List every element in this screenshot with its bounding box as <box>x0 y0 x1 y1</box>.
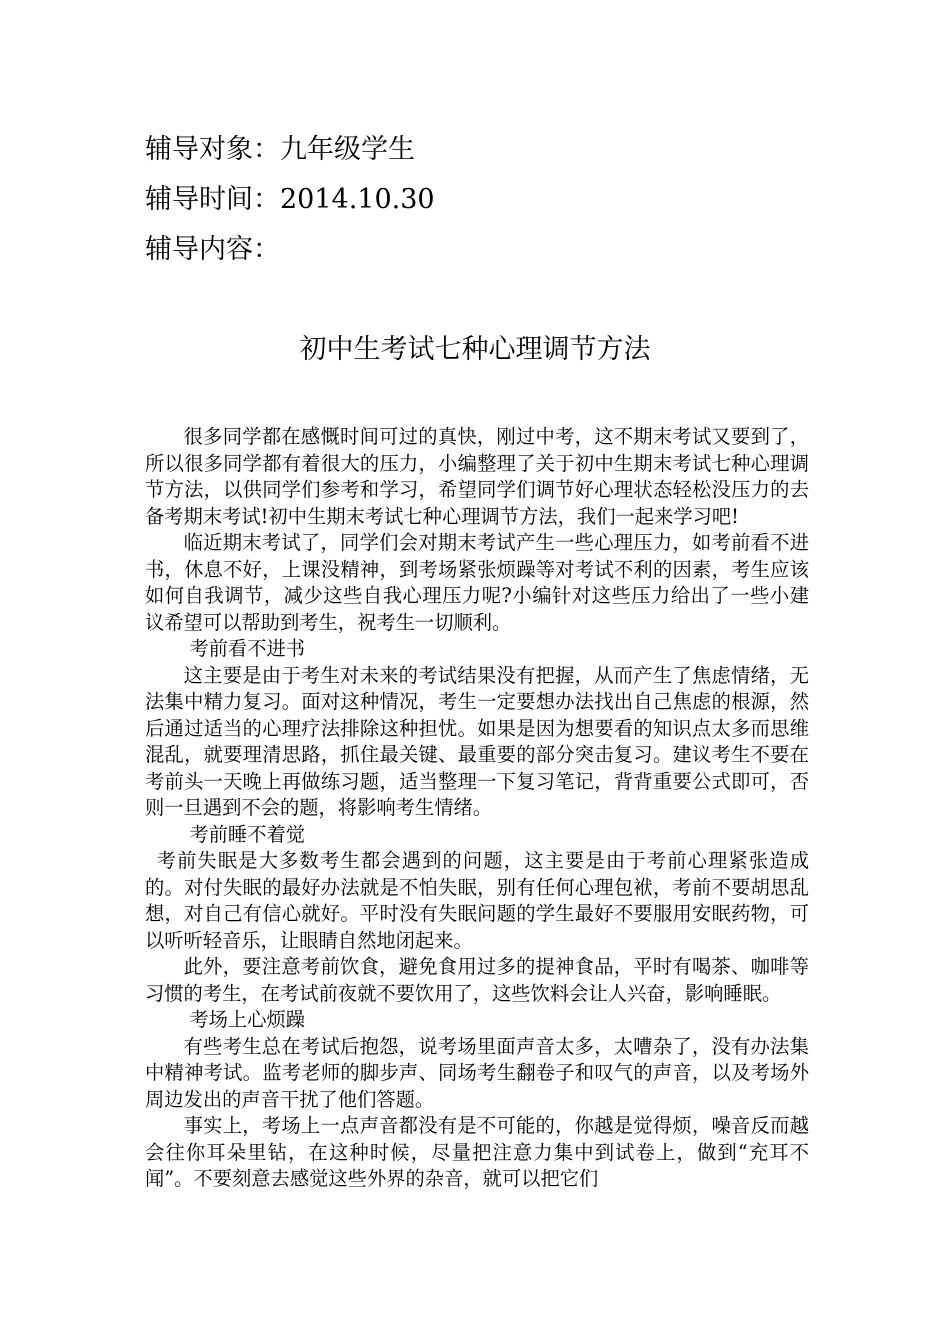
section-heading-insomnia: 考前睡不着觉 <box>189 822 306 846</box>
paragraph-noise-advice: 事实上，考场上一点声音都没有是不可能的，你越是觉得烦，噪音反而越会往你耳朵里钻，在这种时候，尽量把注意力集中到试卷上，做到“充耳不闻”。不要刻意去感觉这些外界的杂音，就可以把它们 <box>145 1114 809 1190</box>
tutoring-content-label: 辅导内容： <box>145 234 280 265</box>
paragraph-noise-complaint: 有些考生总在考试后抱怨，说考场里面声音太多，太嘈杂了，没有办法集中精神考试。监考老师的脚步声、同场考生翻卷子和叹气的声音，以及考场外周边发出的声音干扰了他们答题。 <box>145 1034 809 1111</box>
paragraph-intro: 很多同学都在感慨时间可过的真快，刚过中考，这不期末考试又要到了，所以很多同学都有着很大的压力，小编整理了关于初中生期末考试七种心理调节方法，以供同学们参考和学习，希望同学们调节好心理状态轻松没压力的去备考期末考试!初中生期末考试七种心理调节方法，我们一起来学习吧! <box>145 425 809 528</box>
section-heading-irritable: 考场上心烦躁 <box>189 1008 306 1031</box>
paragraph-insomnia: 考前失眠是大多数考生都会遇到的问题，这主要是由于考前心理紧张造成的。对付失眠的最好办法就是不怕失眠，别有任何心理包袱，考前不要胡思乱想，对自己有信心就好。平时没有失眠问题的学生最好不要服用安眠药物，可以听听轻音乐，让眼睛自然地闭起来。 <box>145 849 809 952</box>
paragraph-overview: 临近期末考试了，同学们会对期末考试产生一些心理压力，如考前看不进书，休息不好，上课没精神，到考场紧张烦躁等对考试不利的因素，考生应该如何自我调节，减少这些自我心理压力呢?小编针对这些压力给出了一些小建议希望可以帮助到考生，祝考生一切顺利。 <box>145 531 809 634</box>
paragraph-diet: 此外，要注意考前饮食，避免食用过多的提神食品，平时有喝茶、咖啡等习惯的考生，在考试前夜就不要饮用了，这些饮料会让人兴奋，影响睡眠。 <box>145 955 809 1005</box>
section-heading-cannot-study: 考前看不进书 <box>189 637 306 660</box>
tutoring-time: 辅导时间：2014.10.30 <box>145 184 435 215</box>
paragraph-cannot-study: 这主要是由于考生对未来的考试结果没有把握，从而产生了焦虑情绪，无法集中精力复习。面对这种情况，考生一定要想办法找出自己焦虑的根源，然后通过适当的心理疗法排除这种担忧。如果是因为想要看的知识点太多而思维混乱，就要理清思路，抓住最关键、最重要的部分突击复习。建议考生不要在考前头一天晚上再做练习题，适当整理一下复习笔记，背背重要公式即可，否则一旦遇到不会的题，将影响考生情绪。 <box>145 663 809 819</box>
document-body <box>145 424 809 1193</box>
tutoring-target: 辅导对象：九年级学生 <box>145 134 415 165</box>
document-title: 初中生考试七种心理调节方法 <box>299 334 651 365</box>
